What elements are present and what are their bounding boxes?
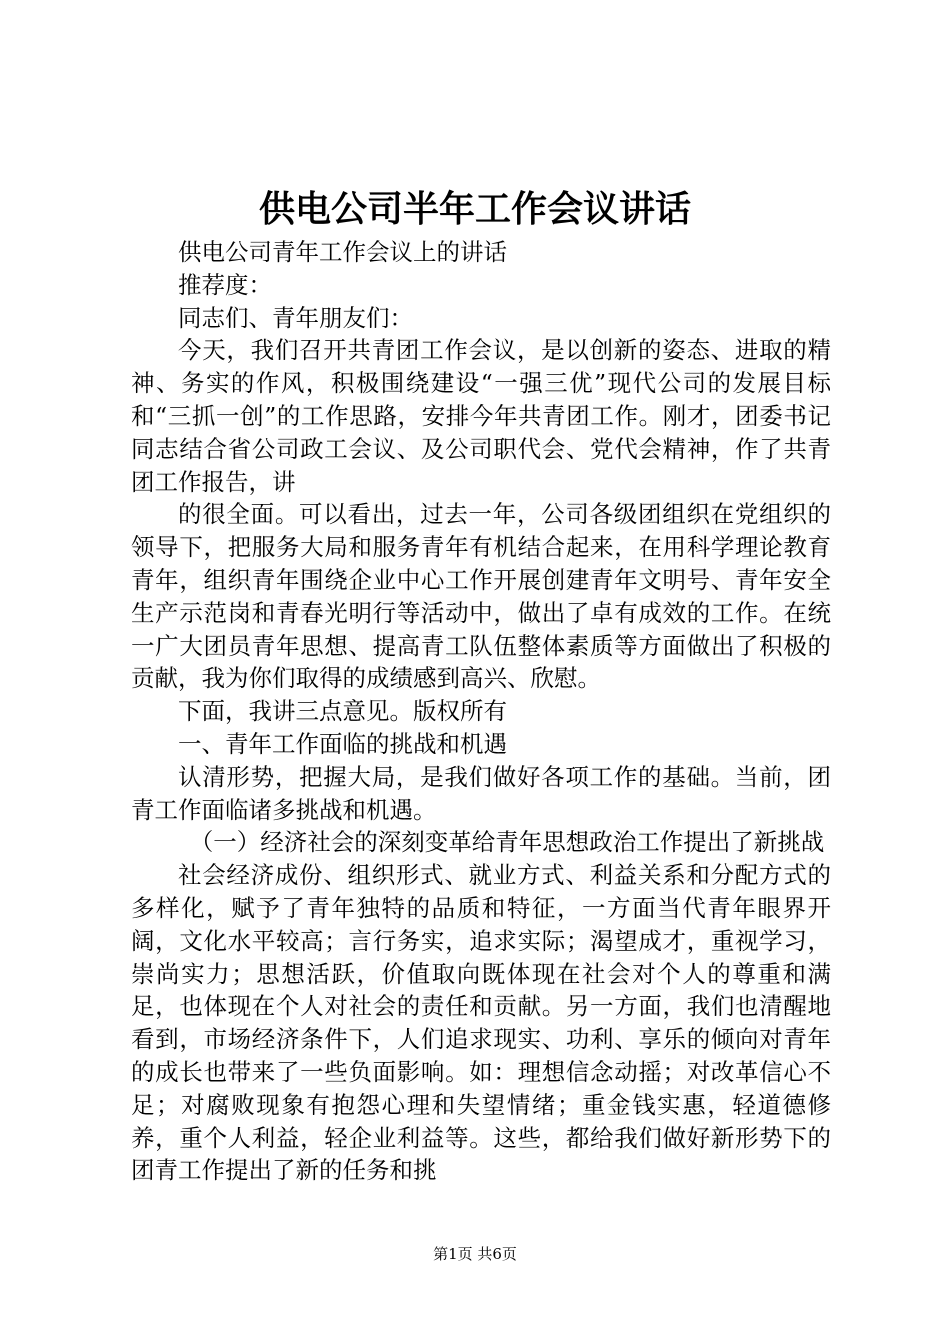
page-footer: 第1页 共6页 bbox=[433, 1245, 517, 1263]
paragraph-intro-points: 下面，我讲三点意见。版权所有 bbox=[178, 697, 507, 726]
document-title: 供电公司半年工作会议讲话 bbox=[258, 188, 691, 230]
section-heading-1: 一、青年工作面临的挑战和机遇 bbox=[178, 729, 507, 758]
paragraph-salutation: 同志们、青年朋友们： bbox=[178, 303, 413, 332]
paragraph-challenges: 社会经济成份、组织形式、就业方式、利益关系和分配方式的多样化，赋予了青年独特的品质和特征，一方面当代青年眼界开阔，文化水平较高；言行务实，追求实际；渴望成才，重视学习，崇尚实力；思想活跃，价值取向既体现在社会对个人的尊重和满足，也体现在个人对社会的责任和贡献。另一方面，我们也清醒地看到，市场经济条件下，人们追求现实、功利、享乐的倾向对青年的成长也带来了一些负面影响。如：理想信念动摇；对改革信心不足；对腐败现象有抱怨心理和失望情绪；重金钱实惠，轻道德修养，重个人利益，轻企业利益等。这些，都给我们做好新形势下的团青工作提出了新的任务和挑 bbox=[131, 861, 831, 1185]
paragraph-opening: 今天，我们召开共青团工作会议，是以创新的姿态、进取的精神、务实的作风，积极围绕建设“一强三优”现代公司的发展目标和“三抓一创”的工作思路，安排今年共青团工作。刚才，团委书记同志结合省公司政工会议、及公司职代会、党代会精神，作了共青团工作报告，讲 bbox=[131, 336, 831, 496]
paragraph-subtitle: 供电公司青年工作会议上的讲话 bbox=[178, 238, 507, 266]
document-body bbox=[131, 236, 831, 1187]
paragraph-recommendation: 推荐度： bbox=[178, 270, 272, 299]
paragraph-achievements: 的很全面。可以看出，过去一年，公司各级团组织在党组织的领导下，把服务大局和服务青年有机结合起来，在用科学理论教育青年，组织青年围绕企业中心工作开展创建青年文明号、青年安全生产示范岗和青春光明行等活动中，做出了卓有成效的工作。在统一广大团员青年思想、提高青工队伍整体素质等方面做出了积极的贡献，我为你们取得的成绩感到高兴、欣慰。 bbox=[131, 500, 831, 693]
subsection-heading-1: （一）经济社会的深刻变革给青年思想政治工作提出了新挑战 bbox=[189, 828, 825, 857]
paragraph-situation: 认清形势，把握大局，是我们做好各项工作的基础。当前，团青工作面临诸多挑战和机遇。 bbox=[131, 762, 831, 824]
